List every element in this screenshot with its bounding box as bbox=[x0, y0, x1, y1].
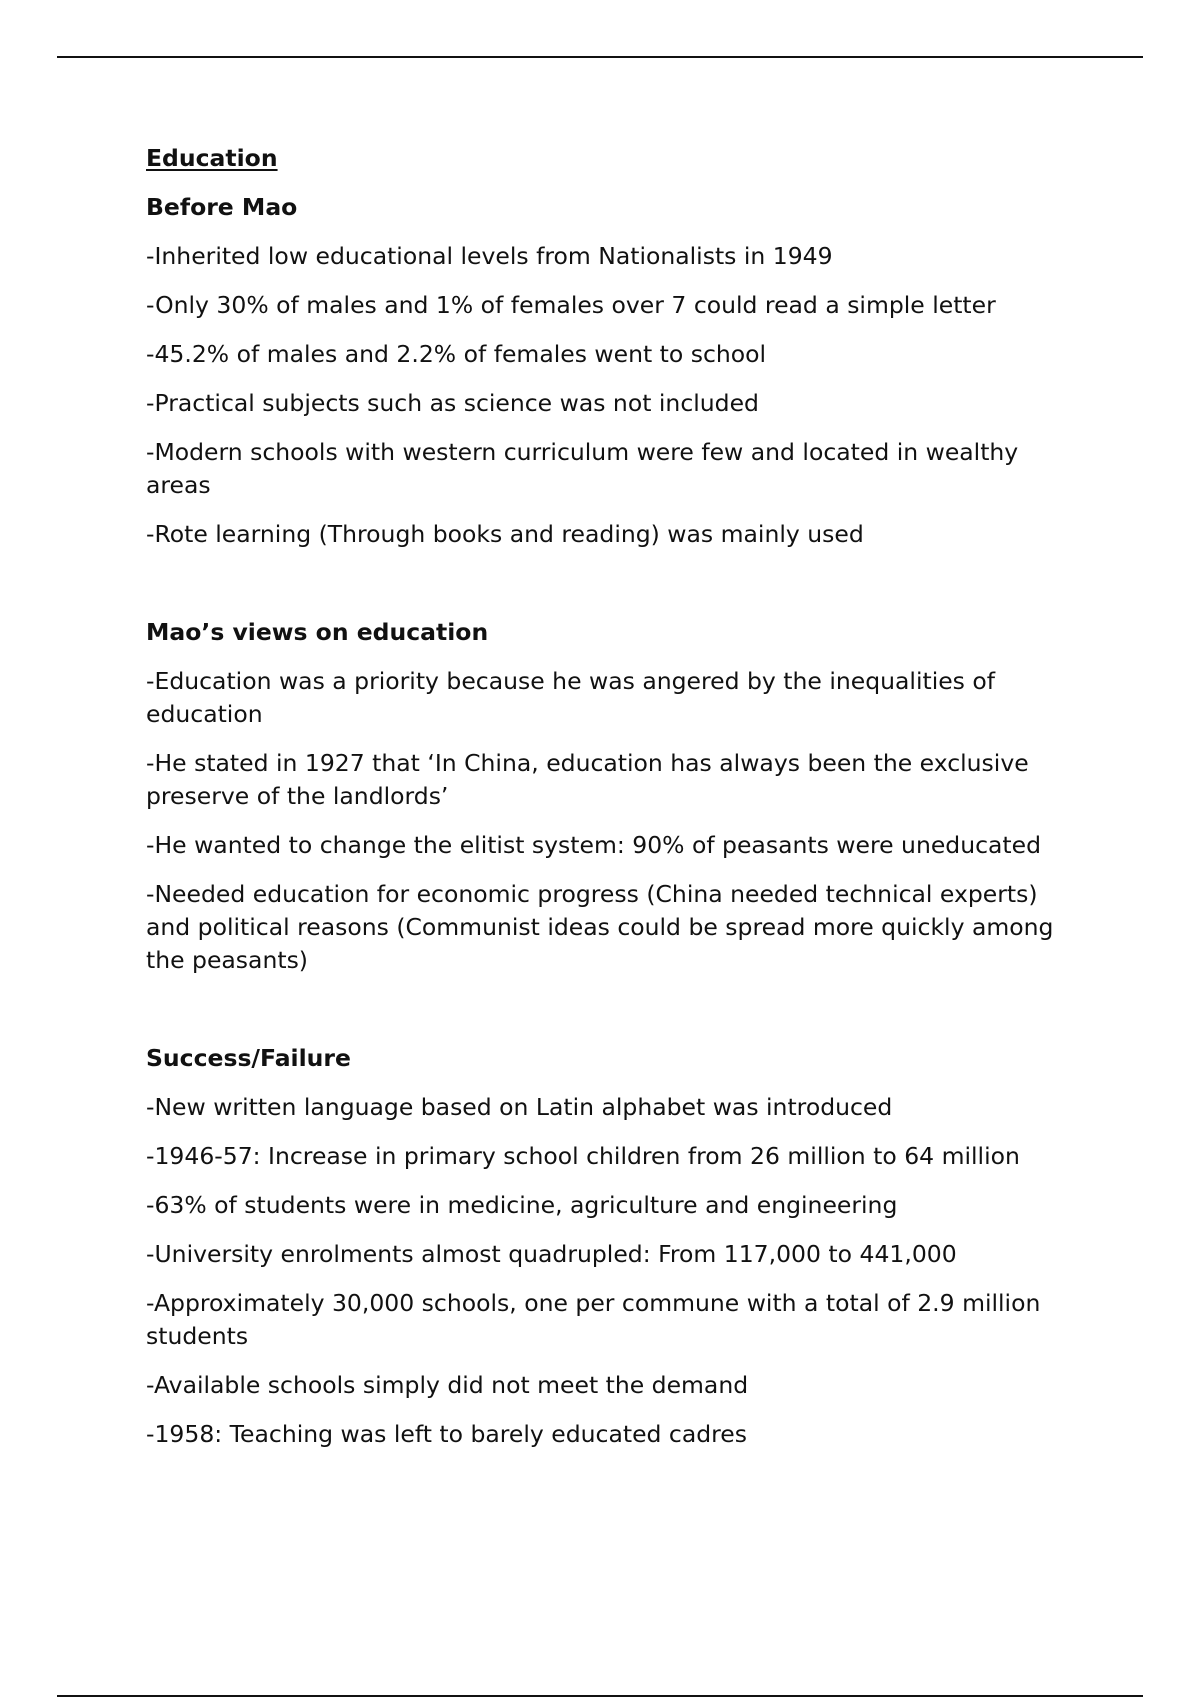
list-item: -45.2% of males and 2.2% of females went to school bbox=[146, 340, 767, 368]
list-item: -Available schools simply did not meet the demand bbox=[146, 1371, 749, 1399]
list-item: -Inherited low educational levels from Nationalists in 1949 bbox=[146, 242, 833, 270]
document-title: Education bbox=[146, 144, 278, 172]
section-maos-views bbox=[146, 616, 1066, 977]
header-rule bbox=[57, 56, 1143, 58]
list-item: -He stated in 1927 that ‘In China, education has always been the exclusive preserve of the landlords’ bbox=[146, 749, 1029, 810]
list-item: -New written language based on Latin alphabet was introduced bbox=[146, 1093, 893, 1121]
section-heading: Before Mao bbox=[146, 193, 298, 221]
section-before-mao bbox=[146, 191, 1066, 551]
list-item: -Education was a priority because he was angered by the inequalities of education bbox=[146, 667, 996, 728]
list-item: -Practical subjects such as science was not included bbox=[146, 389, 759, 417]
footer-rule bbox=[57, 1695, 1143, 1697]
section-heading: Mao’s views on education bbox=[146, 618, 489, 646]
document-body bbox=[146, 142, 1066, 1467]
list-item: -He wanted to change the elitist system: 90% of peasants were uneducated bbox=[146, 831, 1042, 859]
list-item: -1946-57: Increase in primary school children from 26 million to 64 million bbox=[146, 1142, 1020, 1170]
list-item: -1958: Teaching was left to barely educated cadres bbox=[146, 1420, 748, 1448]
list-item: -Modern schools with western curriculum were few and located in wealthy areas bbox=[146, 438, 1019, 499]
section-heading: Success/Failure bbox=[146, 1044, 351, 1072]
list-item: -Rote learning (Through books and reading) was mainly used bbox=[146, 520, 864, 548]
list-item: -63% of students were in medicine, agriculture and engineering bbox=[146, 1191, 898, 1219]
section-spacer bbox=[146, 993, 1066, 1042]
section-success-failure bbox=[146, 1042, 1066, 1451]
list-item: -Needed education for economic progress (China needed technical experts) and political reasons (Communist ideas could be spread more quickly among the peasants) bbox=[146, 880, 1054, 974]
section-spacer bbox=[146, 567, 1066, 616]
list-item: -Approximately 30,000 schools, one per commune with a total of 2.9 million students bbox=[146, 1289, 1041, 1350]
list-item: -University enrolments almost quadrupled: From 117,000 to 441,000 bbox=[146, 1240, 957, 1268]
list-item: -Only 30% of males and 1% of females over 7 could read a simple letter bbox=[146, 291, 996, 319]
